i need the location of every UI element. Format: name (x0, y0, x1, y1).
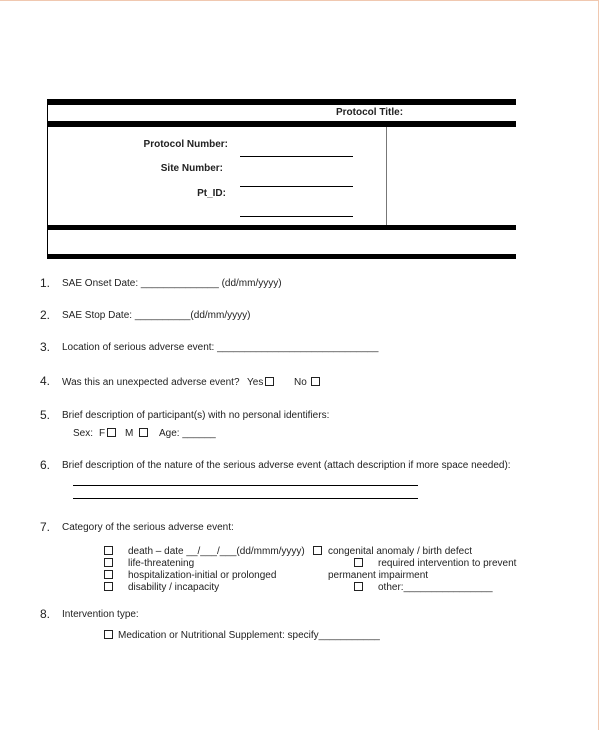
sex-label: Sex: (73, 428, 94, 439)
permanent-impairment-option: permanent impairment (328, 570, 429, 581)
sex-f-checkbox[interactable] (107, 428, 116, 437)
header-bar-bottom (47, 254, 516, 259)
nature-description-label: Brief description of the nature of the serious adverse event (attach description if more space needed): (62, 460, 511, 471)
header-bar-2 (47, 121, 516, 127)
congenital-option: congenital anomaly / birth defect (328, 546, 472, 557)
header-left-border (47, 99, 48, 259)
nature-description-line-2[interactable] (73, 498, 418, 499)
other-checkbox[interactable] (354, 582, 363, 591)
other-option[interactable]: other:________________ (378, 582, 493, 593)
medication-checkbox[interactable] (104, 630, 113, 639)
question-number: 6. (39, 458, 50, 472)
protocol-number-field[interactable] (240, 156, 353, 157)
pt-id-field[interactable] (240, 216, 353, 217)
congenital-checkbox[interactable] (313, 546, 322, 555)
required-intervention-option: required intervention to prevent (378, 558, 517, 569)
no-checkbox[interactable] (311, 377, 320, 386)
medication-option[interactable]: Medication or Nutritional Supplement: specify___________ (118, 630, 380, 641)
age-field[interactable]: Age: ______ (159, 428, 216, 439)
sex-f-label: F (99, 428, 106, 439)
life-threatening-checkbox[interactable] (104, 558, 113, 567)
question-number: 2. (39, 308, 50, 322)
hospitalization-checkbox[interactable] (104, 570, 113, 579)
disability-option: disability / incapacity (128, 582, 220, 593)
yes-checkbox[interactable] (265, 377, 274, 386)
death-checkbox[interactable] (104, 546, 113, 555)
required-intervention-checkbox[interactable] (354, 558, 363, 567)
question-number: 7. (39, 520, 50, 534)
page-border-top (0, 0, 599, 1)
sex-m-label: M (125, 428, 134, 439)
pt-id-label: Pt_ID: (197, 188, 226, 199)
disability-checkbox[interactable] (104, 582, 113, 591)
category-label: Category of the serious adverse event: (62, 522, 234, 533)
site-number-field[interactable] (240, 186, 353, 187)
header-bar-3 (47, 225, 516, 230)
protocol-title-label: Protocol Title: (336, 107, 404, 118)
death-option: death – date __/___/___(dd/mmm/yyyy) (128, 546, 305, 557)
hospitalization-option: hospitalization-initial or prolonged (128, 570, 277, 581)
question-number: 3. (39, 340, 50, 354)
header-divider (386, 127, 387, 225)
sae-stop-date-field[interactable]: SAE Stop Date: __________(dd/mm/yyyy) (62, 310, 251, 321)
question-number: 4. (39, 374, 50, 388)
header-bar-top (47, 99, 516, 105)
sae-onset-date-field[interactable]: SAE Onset Date: ______________ (dd/mm/yyyy) (62, 278, 282, 289)
question-number: 1. (39, 276, 50, 290)
no-label: No (294, 377, 307, 388)
site-number-label: Site Number: (160, 163, 223, 174)
page-border-right (598, 0, 599, 730)
location-field[interactable]: Location of serious adverse event: _____________________________ (62, 342, 379, 353)
nature-description-line-1[interactable] (73, 485, 418, 486)
life-threatening-option: life-threatening (128, 558, 195, 569)
intervention-type-label: Intervention type: (62, 609, 139, 620)
unexpected-question: Was this an unexpected adverse event? (62, 377, 240, 388)
yes-label: Yes (247, 377, 264, 388)
protocol-number-label: Protocol Number: (143, 139, 228, 150)
question-number: 5. (39, 408, 50, 422)
question-number: 8. (39, 607, 50, 621)
participant-description-label: Brief description of participant(s) with no personal identifiers: (62, 410, 330, 421)
sex-m-checkbox[interactable] (139, 428, 148, 437)
